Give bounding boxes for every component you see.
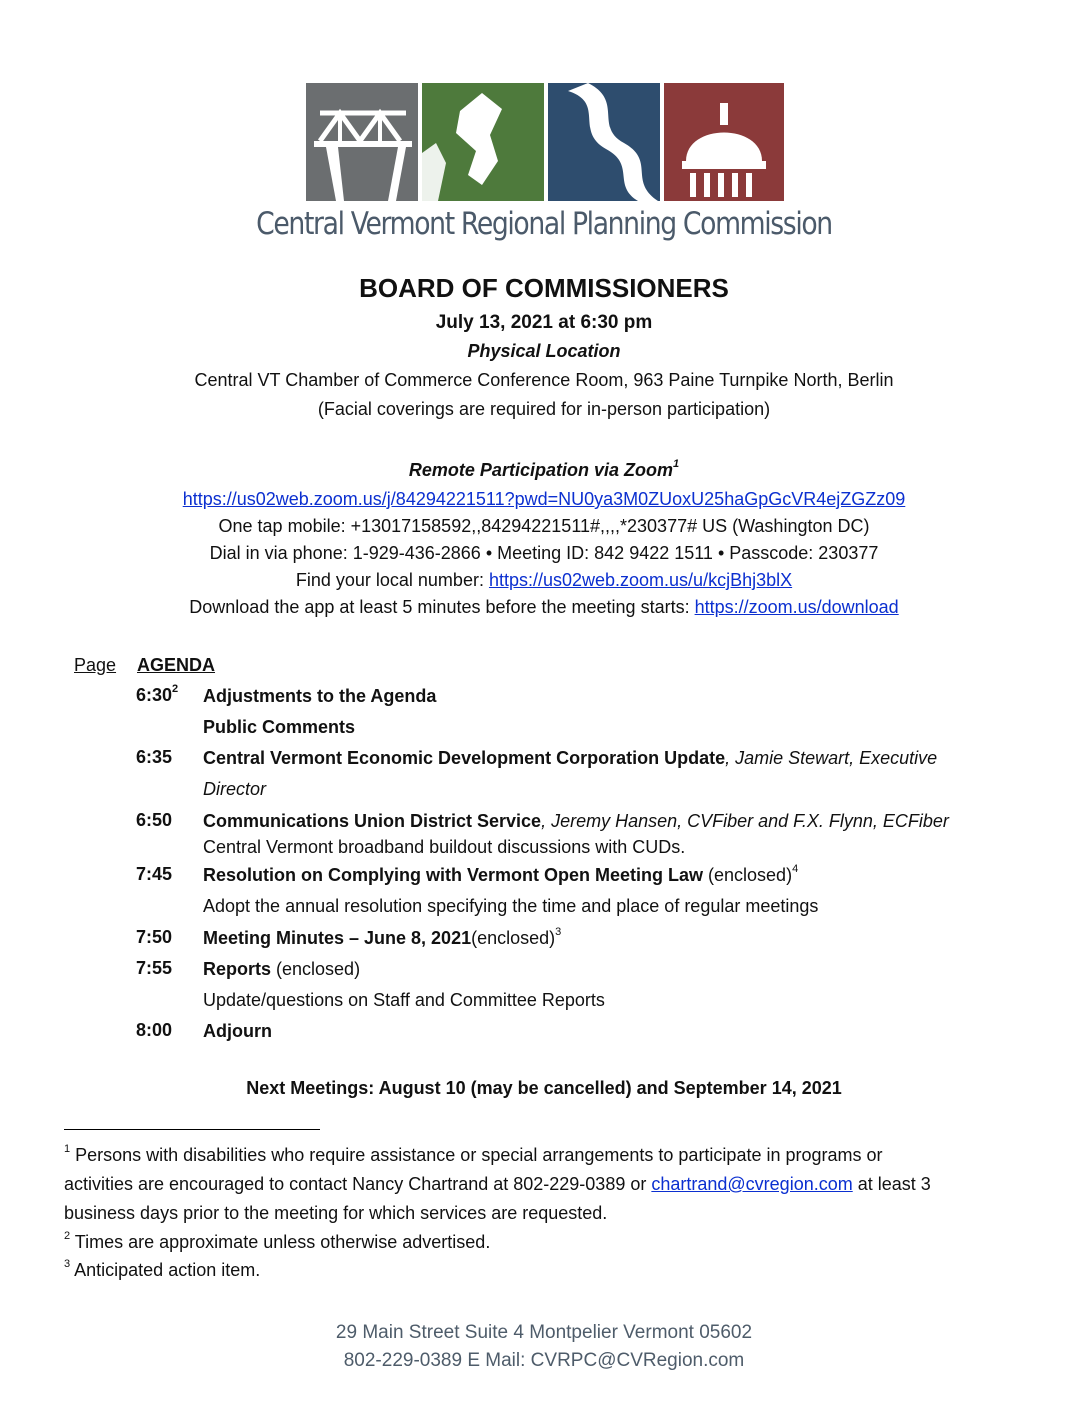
agenda-item-description: Central Vermont broadband buildout discussions with CUDs. — [203, 837, 686, 857]
agenda-heading: AGENDA — [137, 655, 216, 675]
contact-email-link[interactable]: chartrand@cvregion.com — [651, 1174, 853, 1194]
agenda-time: 7:50 — [136, 927, 173, 947]
agenda-item: Public Comments — [203, 717, 356, 737]
bridge-icon — [306, 83, 418, 201]
org-name: Central Vermont Regional Planning Commission — [256, 206, 832, 242]
page-title: BOARD OF COMMISSIONERS — [359, 273, 729, 303]
page-column-header: Page — [74, 655, 117, 675]
remote-heading: Remote Participation via Zoom$^1$ — [408, 458, 680, 480]
river-road-icon — [548, 83, 660, 201]
footer-contact: 802-229-0389 E Mail: CVRPC@CVRegion.com — [343, 1350, 745, 1371]
footnote-divider — [64, 1129, 320, 1130]
agenda-time: 6:35 — [136, 747, 173, 767]
meeting-date: July 13, 2021 at 6:30 pm — [435, 312, 653, 333]
agenda-item-description: Update/questions on Staff and Committee Reports — [203, 990, 605, 1010]
vermont-map-icon — [422, 83, 544, 201]
agenda-item: Communications Union District Service, Jeremy Hansen, CVFiber and F.X. Flynn, ECFiber — [203, 811, 949, 831]
download-line: Download the app at least 5 minutes before the meeting starts: https://zoom.us/download — [189, 597, 899, 617]
footnote-1: $^1$ Persons with disabilities who require assistance or special arrangements to participate in programs or activities are encouraged to contact Nancy Chartrand at 802-229-0389 or chartrand@cvregion.com at least 3 business days prior to the meeting for which services are requested. — [64, 1143, 931, 1223]
physical-address: Central VT Chamber of Commerce Conference Room, 963 Paine Turnpike North, Berlin — [194, 370, 894, 390]
zoom-meeting-link[interactable]: https://us02web.zoom.us/j/84294221511?pwd=NU0ya3M0ZUoxU25haGpGcVR4ejZGZz09 — [182, 489, 906, 509]
footnote-2: $^2$ Times are approximate unless otherwise advertised. — [64, 1230, 491, 1252]
agenda-item-description: Adopt the annual resolution specifying the time and place of regular meetings — [203, 896, 819, 916]
agenda-item: Adjourn — [203, 1021, 272, 1041]
dial-in-info: Dial in via phone: 1-929-436-2866 • Meeting ID: 842 9422 1511 • Passcode: 230377 — [209, 543, 879, 563]
agenda-item: Meeting Minutes – June 8, 2021(enclosed)$^3$ — [203, 926, 562, 948]
zoom-link-line — [0, 489, 1088, 510]
agenda-time: 8:00 — [136, 1020, 173, 1040]
agenda-time: $6:30^2$ — [136, 683, 179, 705]
agenda-item: Central Vermont Economic Development Corporation Update, Jamie Stewart, Executive Director — [203, 748, 938, 799]
physical-location-heading: Physical Location — [467, 341, 621, 361]
local-number-link[interactable]: https://us02web.zoom.us/u/kcjBhj3blX — [488, 570, 793, 590]
next-meetings: Next Meetings: August 10 (may be cancelled) and September 14, 2021 — [246, 1078, 842, 1098]
zoom-download-link[interactable]: https://zoom.us/download — [694, 597, 899, 617]
agenda-time: 7:45 — [136, 864, 173, 884]
footnote-ref: 1 — [672, 458, 680, 470]
agenda-time: 7:55 — [136, 958, 173, 978]
one-tap-mobile: One tap mobile: +13017158592,,84294221511#,,,,*230377# US (Washington DC) — [218, 516, 870, 536]
footer-address: 29 Main Street Suite 4 Montpelier Vermont 05602 — [335, 1322, 753, 1343]
agenda-time: 6:50 — [136, 810, 173, 830]
capitol-dome-icon — [664, 83, 784, 201]
cvrpc-logo — [306, 83, 786, 203]
agenda-item: Reports (enclosed) — [203, 959, 361, 979]
agenda-item: Resolution on Complying with Vermont Open Meeting Law (enclosed)$^4$ — [203, 863, 799, 885]
agenda-item: Adjustments to the Agenda — [203, 686, 437, 706]
facial-covering-note: (Facial coverings are required for in-person participation) — [317, 399, 771, 419]
footnote-3: $^3$ Anticipated action item. — [64, 1258, 261, 1280]
local-number-line: Find your local number: https://us02web.zoom.us/u/kcjBhj3blX — [295, 570, 793, 590]
